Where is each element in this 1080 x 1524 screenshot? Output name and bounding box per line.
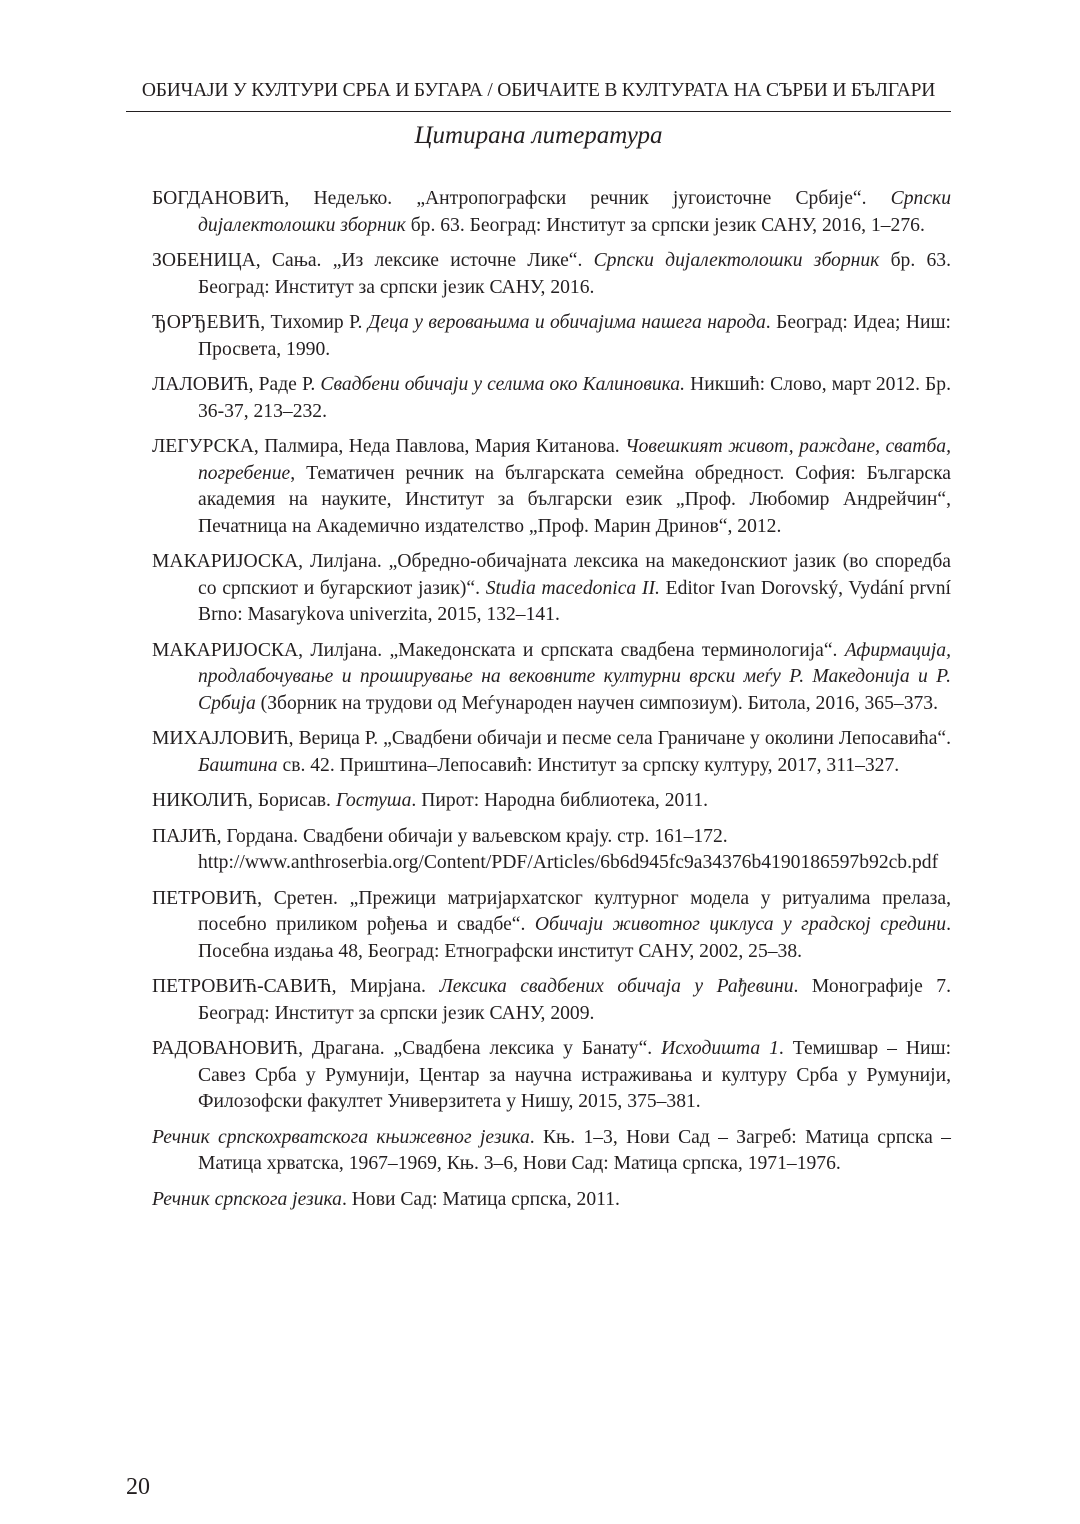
reference-title: Речник српскохрватскога књижевног језика	[152, 1126, 530, 1148]
reference-title: Афирмација, продлабочување и проширување на вековните културни врски меѓу Р. Македонија и Р. Србија	[198, 639, 951, 714]
reference-text: бр. 63. Београд: Институт за српски језик САНУ, 2016.	[198, 250, 951, 298]
reference-text: . Монографије 7. Београд: Институт за српски језик САНУ, 2009.	[198, 976, 951, 1024]
reference-text: МАКАРИЈОСКА, Лилјана. „Македонската и српската свадбена терминологија“.	[152, 639, 845, 661]
reference-text: . Нови Сад: Матица српска, 2011.	[341, 1188, 620, 1210]
reference-title: Деца у веровањима и обичајима нашега народа	[367, 312, 766, 333]
reference-title: Речник српскога језика	[152, 1188, 342, 1210]
reference-item	[152, 1036, 951, 1116]
reference-title: Гостуша	[335, 790, 412, 811]
reference-title: Свадбени обичаји у селима око Калиновика.	[320, 374, 686, 395]
reference-list	[152, 186, 951, 1222]
reference-item	[152, 788, 951, 815]
reference-item	[152, 638, 951, 718]
reference-text: МАКАРИЈОСКА, Лилјана. „Обредно-обичајната лексика на македонскиот јазик (во споредба со српскиот и бугарскиот јазик)“.	[152, 551, 951, 599]
reference-item	[152, 886, 951, 966]
reference-item	[152, 1125, 951, 1178]
reference-item	[152, 726, 951, 779]
reference-text: . Пирот: Народна библиотека, 2011.	[411, 790, 709, 811]
reference-text: св. 42. Приштина–Лепосавић: Институт за српску културу, 2017, 311–327.	[277, 754, 900, 776]
reference-title: Лексика свадбених обичаја у Рађевини	[439, 976, 794, 997]
running-head: ОБИЧАЈИ У КУЛТУРИ СРБА И БУГАРА / ОБИЧАИТЕ В КУЛТУРАТА НА СЪРБИ И БЪЛГАРИ	[141, 80, 936, 101]
reference-item	[152, 1187, 951, 1214]
reference-text: . Књ. 1–3, Нови Сад – Загреб: Матица српска – Матица хрватска, 1967–1969, Књ. 3–6, Нови Сад: Матица српска, 1971–1976.	[198, 1126, 951, 1174]
reference-text: . Посебна издања 48, Београд: Етнографски институт САНУ, 2002, 25–38.	[198, 914, 951, 962]
reference-text: РАДОВАНОВИЋ, Драгана. „Свадбена лексика у Банату“.	[152, 1038, 662, 1059]
reference-item	[152, 186, 951, 239]
reference-text: БОГДАНОВИЋ, Недељко. „Антропографски речник југоисточне Србије“.	[152, 188, 891, 209]
reference-text: , Тематичен речник на българската семейна обредност. София: Българска академия на науките, Институт за български език „Проф. Любомир Андрейчин“, Печатница на Академично издателство „Проф. Марин Дринов“, 2012.	[198, 462, 951, 537]
reference-title: Исходишта 1	[661, 1038, 779, 1059]
reference-item	[152, 372, 951, 425]
reference-text: ЛЕГУРСКА, Палмира, Неда Павлова, Мария Китанова.	[152, 436, 626, 457]
reference-title: Српски дијалектолошки зборник	[593, 250, 880, 271]
reference-text: МИХАЈЛОВИЋ, Верица Р. „Свадбени обичаји и песме села Граничане у околини Лепосавића“.	[152, 728, 951, 749]
reference-item	[152, 549, 951, 629]
reference-title: Обичаји животног циклуса у градској средини	[534, 914, 947, 935]
reference-text: ПЕТРОВИЋ, Сретен. „Прежици матријархатског културног модела у ритуалима прелаза, посебно приликом рођења и свадбе“.	[152, 887, 951, 935]
reference-text: НИКОЛИЋ, Борисав.	[152, 790, 336, 811]
reference-item	[152, 974, 951, 1027]
reference-title: Српски дијалектолошки зборник	[198, 188, 951, 236]
section-title: Цитирана литература	[414, 122, 663, 149]
reference-text: Никшић: Слово, март 2012. Бр. 36-37, 213–232.	[198, 374, 952, 422]
reference-text: Editor Ivan Dorovský, Vydání první Brno: Masarykova univerzita, 2015, 132–141.	[198, 577, 951, 625]
reference-title: Баштина	[198, 754, 278, 776]
reference-text: ПАЈИЋ, Гордана. Свадбени обичаји у ваљевском крају. стр. 161–172. http://www.anthroserbia.org/Content/PDF/Articles/6b6d945fc9a34376b4190186597b92cb.pdf	[152, 825, 939, 873]
page-number: 20	[126, 1474, 150, 1500]
header-divider	[126, 111, 951, 112]
reference-text: (Зборник на трудови од Меѓународен научен симпозиум). Битола, 2016, 365–373.	[255, 692, 938, 714]
reference-text: ЂОРЂЕВИЋ, Тихомир Р.	[152, 312, 368, 333]
reference-title: Човешкият живот, раждане, сватба, погребение	[198, 436, 952, 484]
reference-item	[152, 310, 951, 363]
reference-text: . Темишвар – Ниш: Савез Срба у Румунији, Центар за научна истраживања и културу Срба у Румунији, Филозофски факултет Универзитета у Нишу, 2015, 375–381.	[198, 1038, 952, 1112]
reference-item	[152, 434, 951, 540]
reference-title: Studia macedonica II.	[485, 577, 660, 599]
reference-text: . Београд: Идеа; Ниш: Просвета, 1990.	[198, 312, 951, 360]
reference-text: ЛАЛОВИЋ, Раде Р.	[152, 374, 321, 395]
reference-text: бр. 63. Београд: Институт за српски језик САНУ, 2016, 1–276.	[405, 214, 925, 236]
reference-item	[152, 824, 951, 877]
reference-item	[152, 248, 951, 301]
reference-text: ЗОБЕНИЦА, Сања. „Из лексике источне Лике“.	[152, 250, 594, 271]
reference-text: ПЕТРОВИЋ-САВИЋ, Мирјана.	[152, 976, 440, 997]
